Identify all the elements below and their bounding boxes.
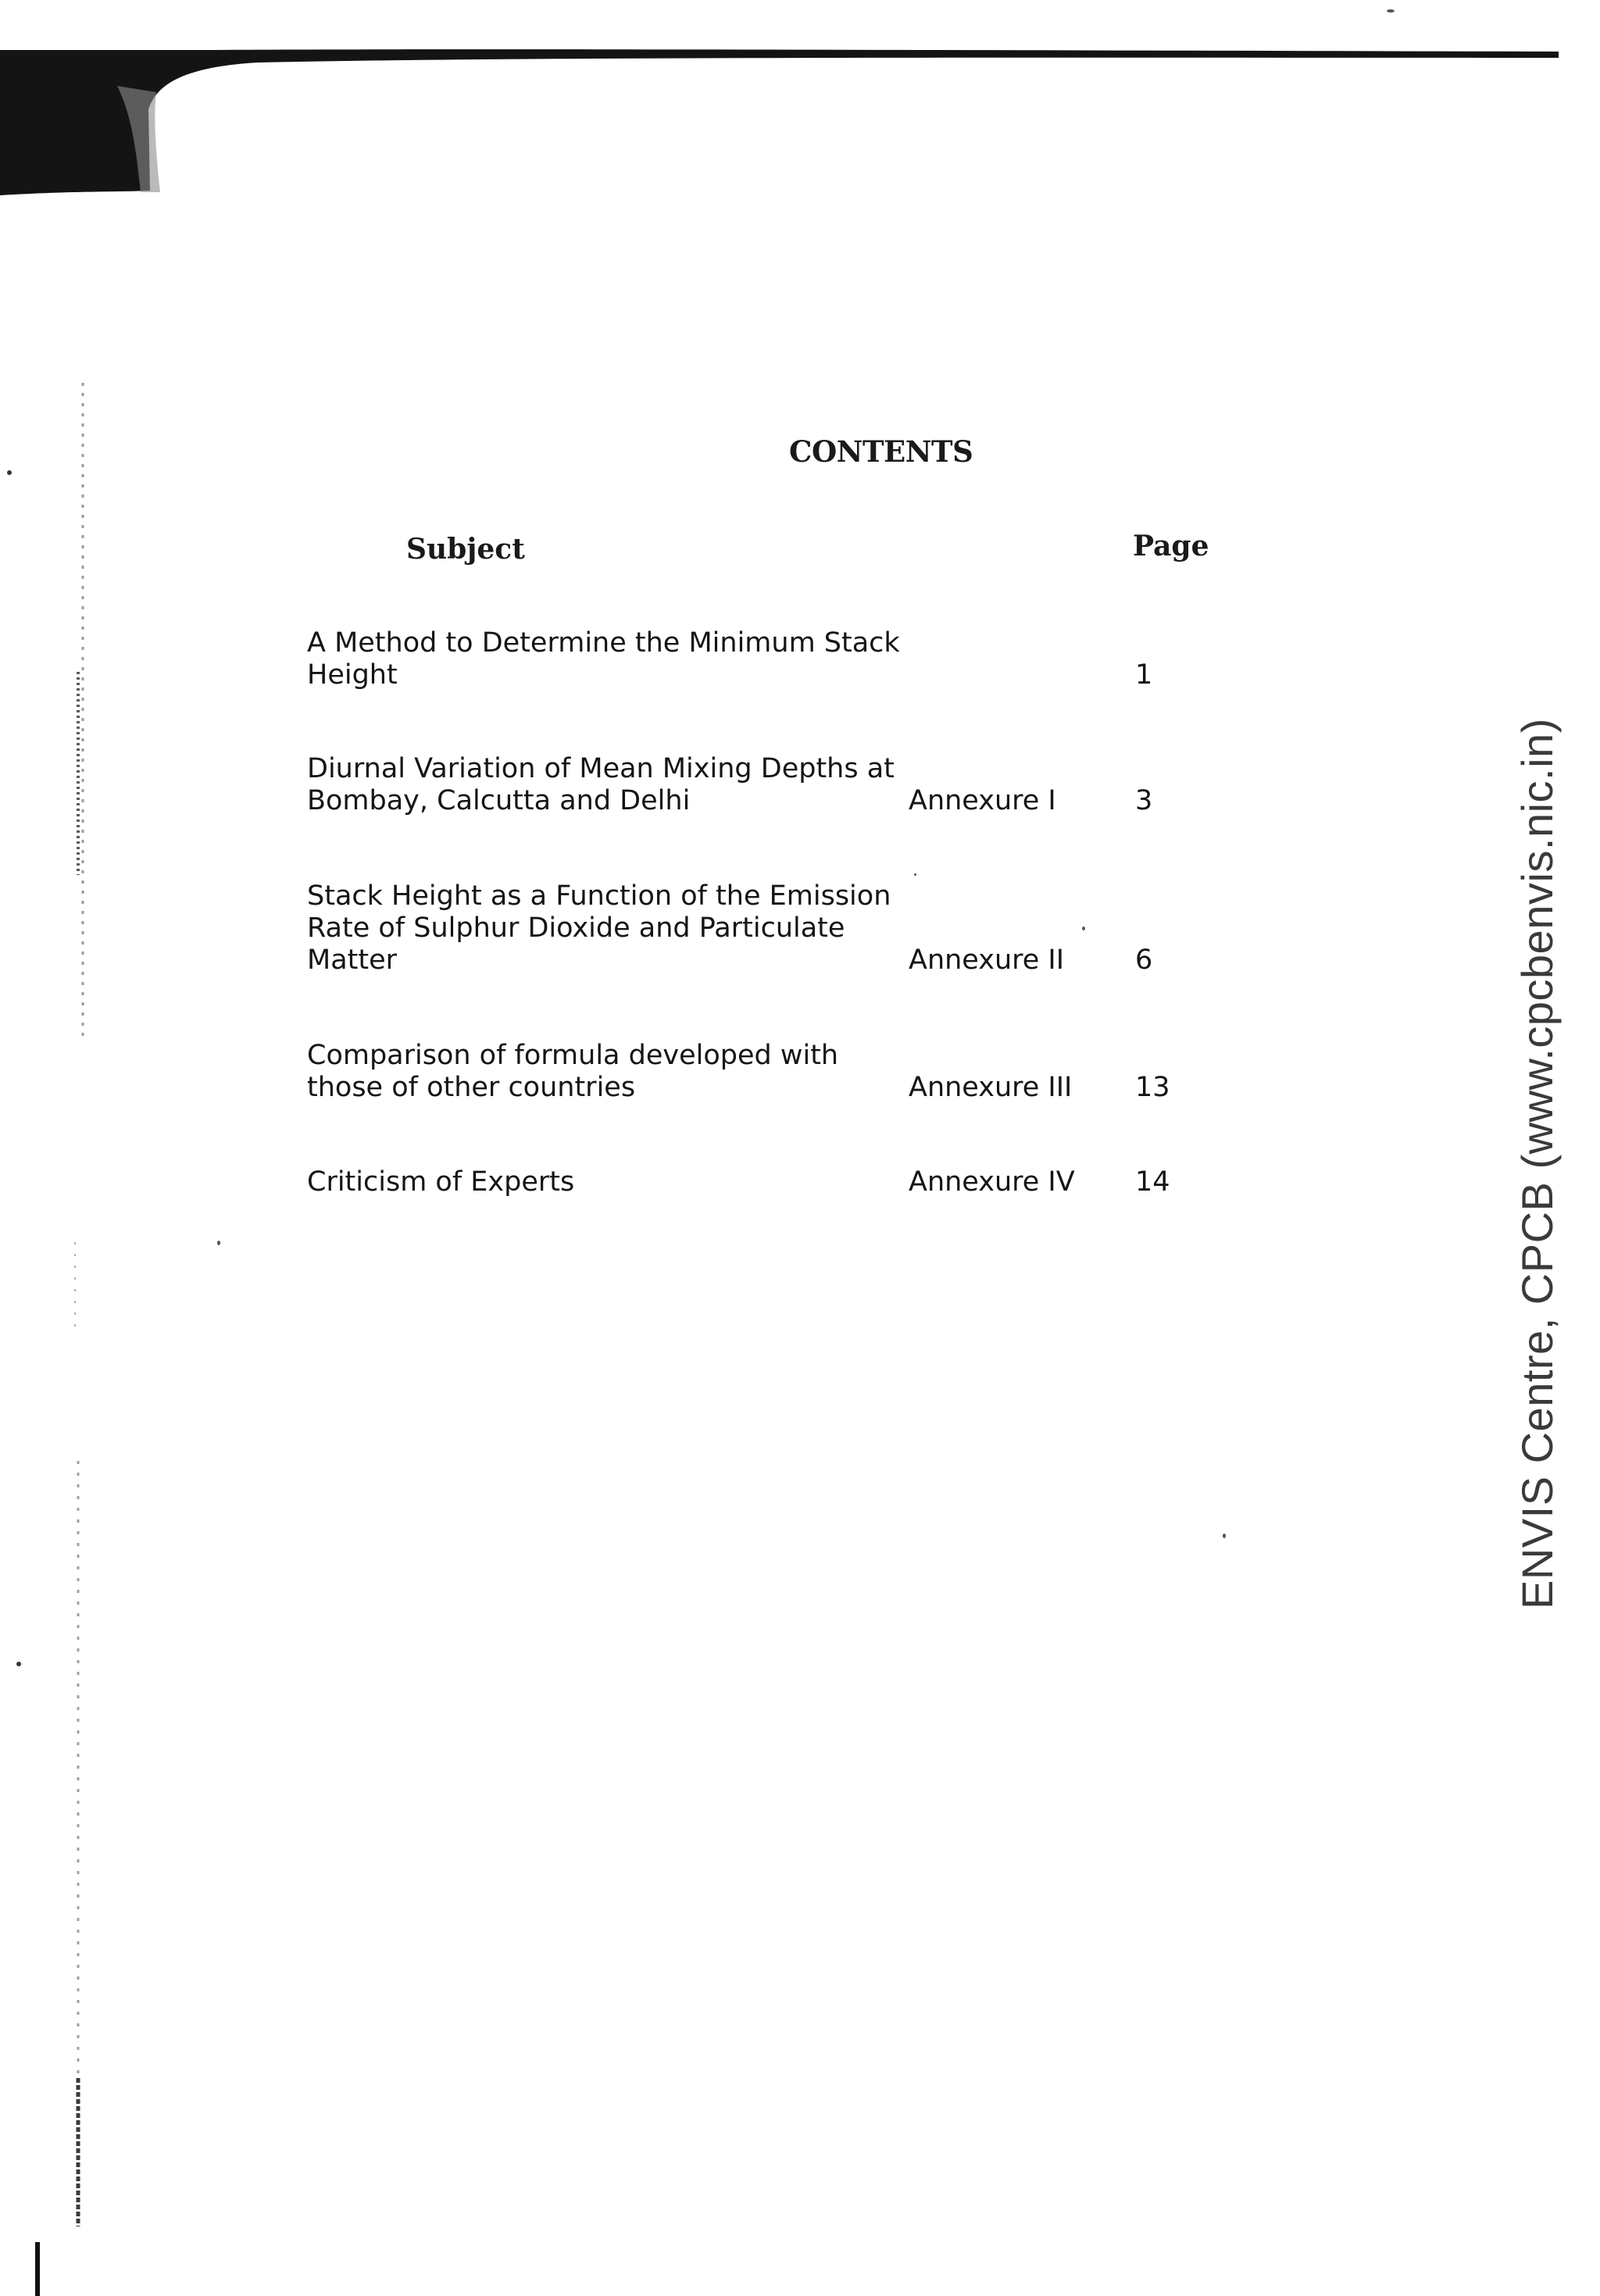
toc-entry [307,627,1260,691]
toc-entry-annexure: Annexure IV [909,1166,1075,1198]
toc-entry [307,880,1260,977]
toc-entry-annexure: Annexure II [909,944,1065,976]
scan-top-shadow [0,0,1600,203]
toc-entry-title-line: Criticism of Experts [307,1166,575,1198]
toc-entry [307,1040,1260,1104]
toc-entry-title-line: those of other countries [307,1072,636,1103]
envis-watermark: ENVIS Centre, CPCB (www.cpcbenvis.nic.in) [1512,718,1562,1609]
page-column-header: Page [1133,530,1209,562]
toc-entry-title-line: Height [307,659,398,691]
toc-entry-title-line: Bombay, Calcutta and Delhi [307,785,691,816]
toc-entry [307,753,1260,817]
toc-entry-page: 13 [1135,1072,1170,1103]
scan-speck [1387,9,1395,12]
toc-entry-title-line: Diurnal Variation of Mean Mixing Depths at [307,753,895,784]
toc-entry-page: 6 [1135,944,1153,976]
toc-entry-title-line: Matter [307,944,398,976]
toc-entry-annexure: Annexure III [909,1072,1073,1103]
subject-column-header: Subject [406,533,525,566]
scan-speck [914,873,916,876]
contents-heading: CONTENTS [789,434,973,469]
toc-entry-title-line: Comparison of formula developed with [307,1040,839,1071]
toc-entry-title-line: Stack Height as a Function of the Emission [307,880,891,912]
scan-binding-edge [0,0,109,2296]
toc-entry-title-line: A Method to Determine the Minimum Stack [307,627,900,659]
toc-entry-page: 1 [1135,659,1153,691]
toc-entry-annexure: Annexure I [909,785,1056,816]
toc-entry [307,1166,1260,1198]
scan-speck [217,1241,220,1245]
toc-entry-page: 3 [1135,785,1153,816]
scan-speck [1223,1534,1226,1538]
toc-entry-title-line: Rate of Sulphur Dioxide and Particulate [307,912,845,944]
toc-entry-page: 14 [1135,1166,1170,1198]
